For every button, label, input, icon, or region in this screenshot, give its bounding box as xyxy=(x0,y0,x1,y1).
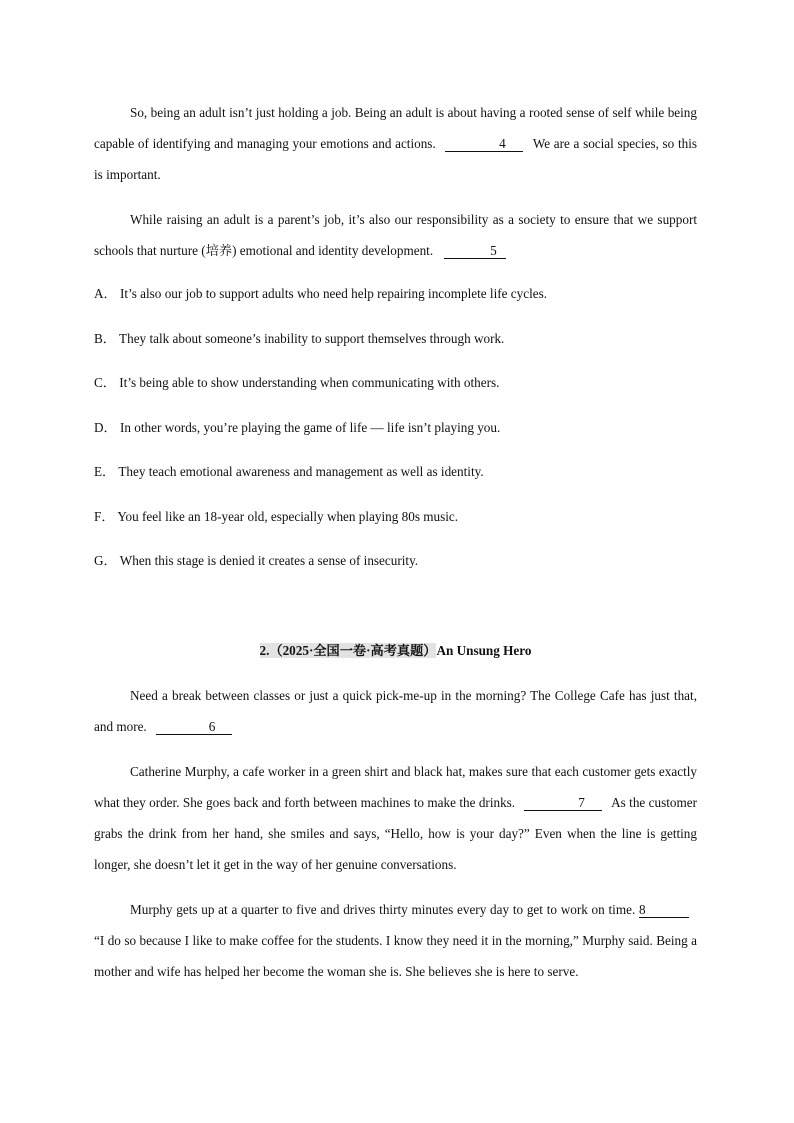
blank-number: 6 xyxy=(208,719,216,734)
paragraph-text: Catherine Murphy, a cafe worker in a green shirt and black hat, makes sure that each customer gets exactly what they order. She goes back and forth between machines to make the drinks. xyxy=(94,764,697,810)
option-text: They teach emotional awareness and management as well as identity. xyxy=(118,464,484,479)
question-source-label: 2.（2025·全国一卷·高考真题） xyxy=(259,643,437,658)
passage2-paragraph-1 xyxy=(94,680,697,742)
option-letter: E． xyxy=(94,464,116,479)
passage2-paragraph-3 xyxy=(94,894,697,987)
answer-blank-5[interactable] xyxy=(444,243,506,259)
blank-number: 5 xyxy=(490,243,497,258)
paragraph-text: While raising an adult is a parent’s job, it’s also our responsibility as a society to ensure that we support schools that nurture (培养) emotional and identity development. xyxy=(94,212,697,258)
option-text: It’s being able to show understanding when communicating with others. xyxy=(119,375,500,390)
paragraph-text: “I do so because I like to make coffee for the students. I know they need it in the morning,” Murphy said. Being a mother and wife has helped her become the woman she is. She believes she is here to serve. xyxy=(94,933,697,979)
option-f xyxy=(94,507,458,527)
option-letter: F． xyxy=(94,509,115,524)
option-text: In other words, you’re playing the game of life — life isn’t playing you. xyxy=(120,420,501,435)
passage1-paragraph-1 xyxy=(94,97,697,190)
paragraph-text: As the customer grabs the drink from her hand, she smiles and says, “Hello, how is your day?” Even when the line is getting longer, she doesn’t let it get in the way of her genuine conversations. xyxy=(94,795,698,872)
answer-blank-8[interactable] xyxy=(639,902,689,918)
option-text: It’s also our job to support adults who need help repairing incomplete life cycles. xyxy=(120,286,548,301)
blank-number: 4 xyxy=(499,136,506,151)
option-c xyxy=(94,373,499,393)
option-letter: C． xyxy=(94,375,116,390)
answer-blank-4[interactable] xyxy=(445,136,523,152)
option-text: When this stage is denied it creates a sense of insecurity. xyxy=(119,553,419,568)
paragraph-text: We are a social species, so this is important. xyxy=(94,136,697,182)
option-text: They talk about someone’s inability to support themselves through work. xyxy=(119,331,505,346)
passage-title: An Unsung Hero xyxy=(436,643,532,658)
option-b xyxy=(94,329,504,349)
option-a xyxy=(94,284,547,304)
option-d xyxy=(94,418,500,438)
blank-number: 7 xyxy=(578,795,585,810)
answer-blank-6[interactable] xyxy=(156,719,232,735)
option-g xyxy=(94,551,418,571)
passage2-title xyxy=(94,641,697,661)
option-letter: G． xyxy=(94,553,117,568)
option-e xyxy=(94,462,484,482)
option-letter: D． xyxy=(94,420,117,435)
paragraph-text: Need a break between classes or just a quick pick-me-up in the morning? The College Cafe has just that, and more. xyxy=(94,688,697,734)
paragraph-text: Murphy gets up at a quarter to five and drives thirty minutes every day to get to work on time. xyxy=(130,902,636,917)
blank-number: 8 xyxy=(639,902,646,917)
answer-blank-7[interactable] xyxy=(524,795,602,811)
option-letter: A． xyxy=(94,286,117,301)
passage1-paragraph-2 xyxy=(94,204,697,266)
paragraph-text: So, being an adult isn’t just holding a job. Being an adult is about having a rooted sense of self while being capable of identifying and managing your emotions and actions. xyxy=(94,105,697,151)
passage2-paragraph-2 xyxy=(94,756,697,880)
option-text: You feel like an 18-year old, especially when playing 80s music. xyxy=(117,509,459,524)
option-letter: B． xyxy=(94,331,116,346)
